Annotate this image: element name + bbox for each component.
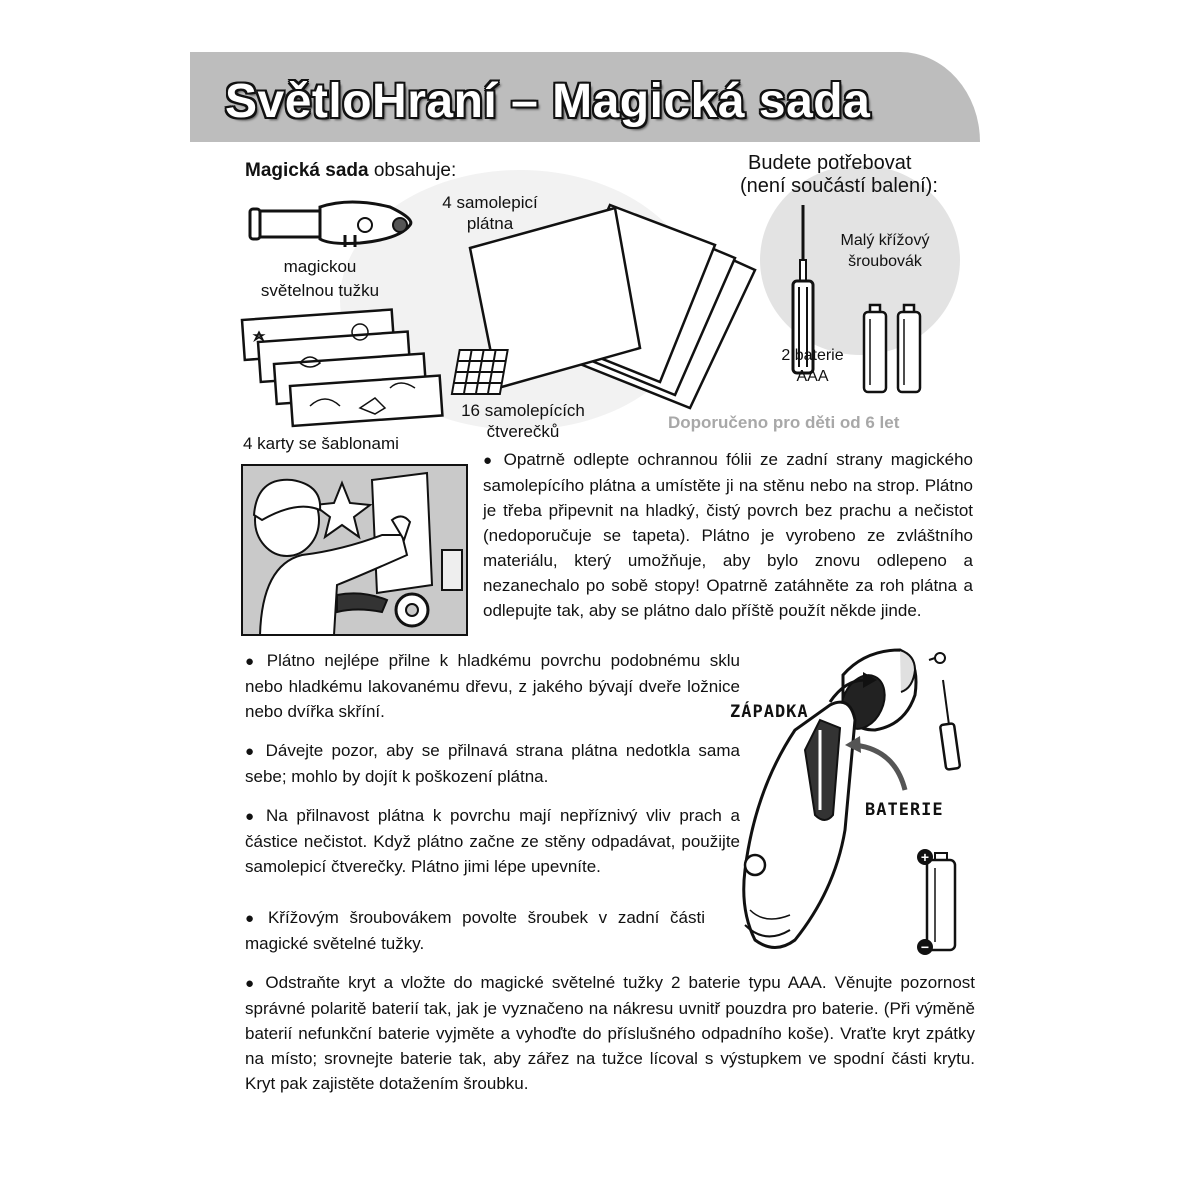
battery-label-line-2: AAA (796, 368, 829, 385)
battery-insertion-diagram (735, 640, 985, 970)
diagram-battery-label: BATERIE (865, 800, 944, 820)
adhesive-squares-icon (450, 348, 510, 398)
contents-heading (245, 160, 456, 182)
screwdriver-label (815, 230, 955, 272)
needed-heading-line-1: Budete potřebovat (748, 152, 912, 174)
instruction-paragraph-1: ● Opatrně odlepte ochrannou fólii ze zadní strany magického samolepícího plátna a umístěte ji na stěnu nebo na strop. Plátno je třeba připevnit na hladký, čistý povrch bez prachu a nečistot (nedoporučuje se tapeta). Plátno je vyrobeno ze zvláštního materiálu, který umožňuje, aby bylo znovu odlepeno a nezanechalo po sobě stopy! Opatrně zatáhněte za roh plátna a odlepujte tak, aby se plátno dalo příště použít někde jinde. (483, 447, 973, 623)
screwdriver-label-line-2: šroubovák (848, 253, 922, 270)
canvas-label-line-2: plátna (466, 214, 514, 233)
pen-label (255, 256, 385, 301)
needed-heading (740, 152, 938, 198)
squares-label-line-2: čtverečků (486, 422, 560, 441)
page-title: SvětloHraní – Magická sada (225, 75, 871, 128)
contents-heading-rest: obsahuje: (368, 160, 457, 181)
instruction-paragraph-3: ● Dávejte pozor, aby se přilnavá strana plátna nedotkla sama sebe; mohlo by dojít k poškození plátna. (245, 738, 740, 789)
contents-heading-bold: Magická sada (245, 160, 369, 181)
needed-heading-line-2: (není součástí balení): (740, 175, 938, 197)
stencil-label: 4 karty se šablonami (243, 434, 399, 453)
latch-label: ZÁPADKA (730, 702, 809, 722)
instruction-paragraph-5: ● Křížovým šroubovákem povolte šroubek v zadní části magické světelné tužky. (245, 905, 705, 956)
instruction-paragraph-4: ● Na přilnavost plátna k povrchu mají nepříznivý vliv prach a částice nečistot. Když plátno začne ze stěny odpadávat, použijte samolepicí čtverečky. Plátno jimi lépe upevníte. (245, 803, 740, 879)
squares-label-line-1: 16 samolepících (461, 401, 585, 420)
child-applying-canvas-picture (242, 465, 467, 635)
pen-label-line-2: světelnou tužku (260, 281, 380, 300)
pen-label-line-1: magickou (283, 257, 357, 276)
instruction-paragraph-6: ● Odstraňte kryt a vložte do magické světelné tužky 2 baterie typu AAA. Věnujte pozornost správné polaritě baterií tak, jak je vyznačeno na nákresu uvnitř pouzdra pro baterie. (Při výměně baterií nefunkční baterie vyjměte a vyhoďte do příslušného odpadního koše). Vraťte kryt zpátky na místo; srovnejte baterie tak, aby zářez na tužce lícoval s výstupkem ve spodní části krytu. Kryt pak zajistěte dotažením šroubku. (245, 970, 975, 1096)
diagram-minus-sign: − (920, 939, 930, 955)
diagram-plus-sign: + (920, 849, 930, 865)
canvas-label-line-1: 4 samolepicí (442, 193, 538, 212)
instruction-paragraph-2: ● Plátno nejlépe přilne k hladkému povrchu podobnému sklu nebo hladkému lakovanému dřevu, z jakého bývají dveře ložnice nebo dvířka skříní. (245, 648, 740, 724)
screwdriver-label-line-1: Malý křížový (840, 232, 930, 249)
battery-label-line-1: 2 baterie (781, 347, 844, 364)
stencil-cards-icon (240, 318, 450, 433)
aaa-batteries-icon (862, 305, 932, 395)
age-note: Doporučeno pro děti od 6 let (668, 413, 900, 432)
battery-label (765, 345, 860, 387)
squares-label (448, 400, 598, 442)
light-pen-icon (250, 195, 420, 255)
